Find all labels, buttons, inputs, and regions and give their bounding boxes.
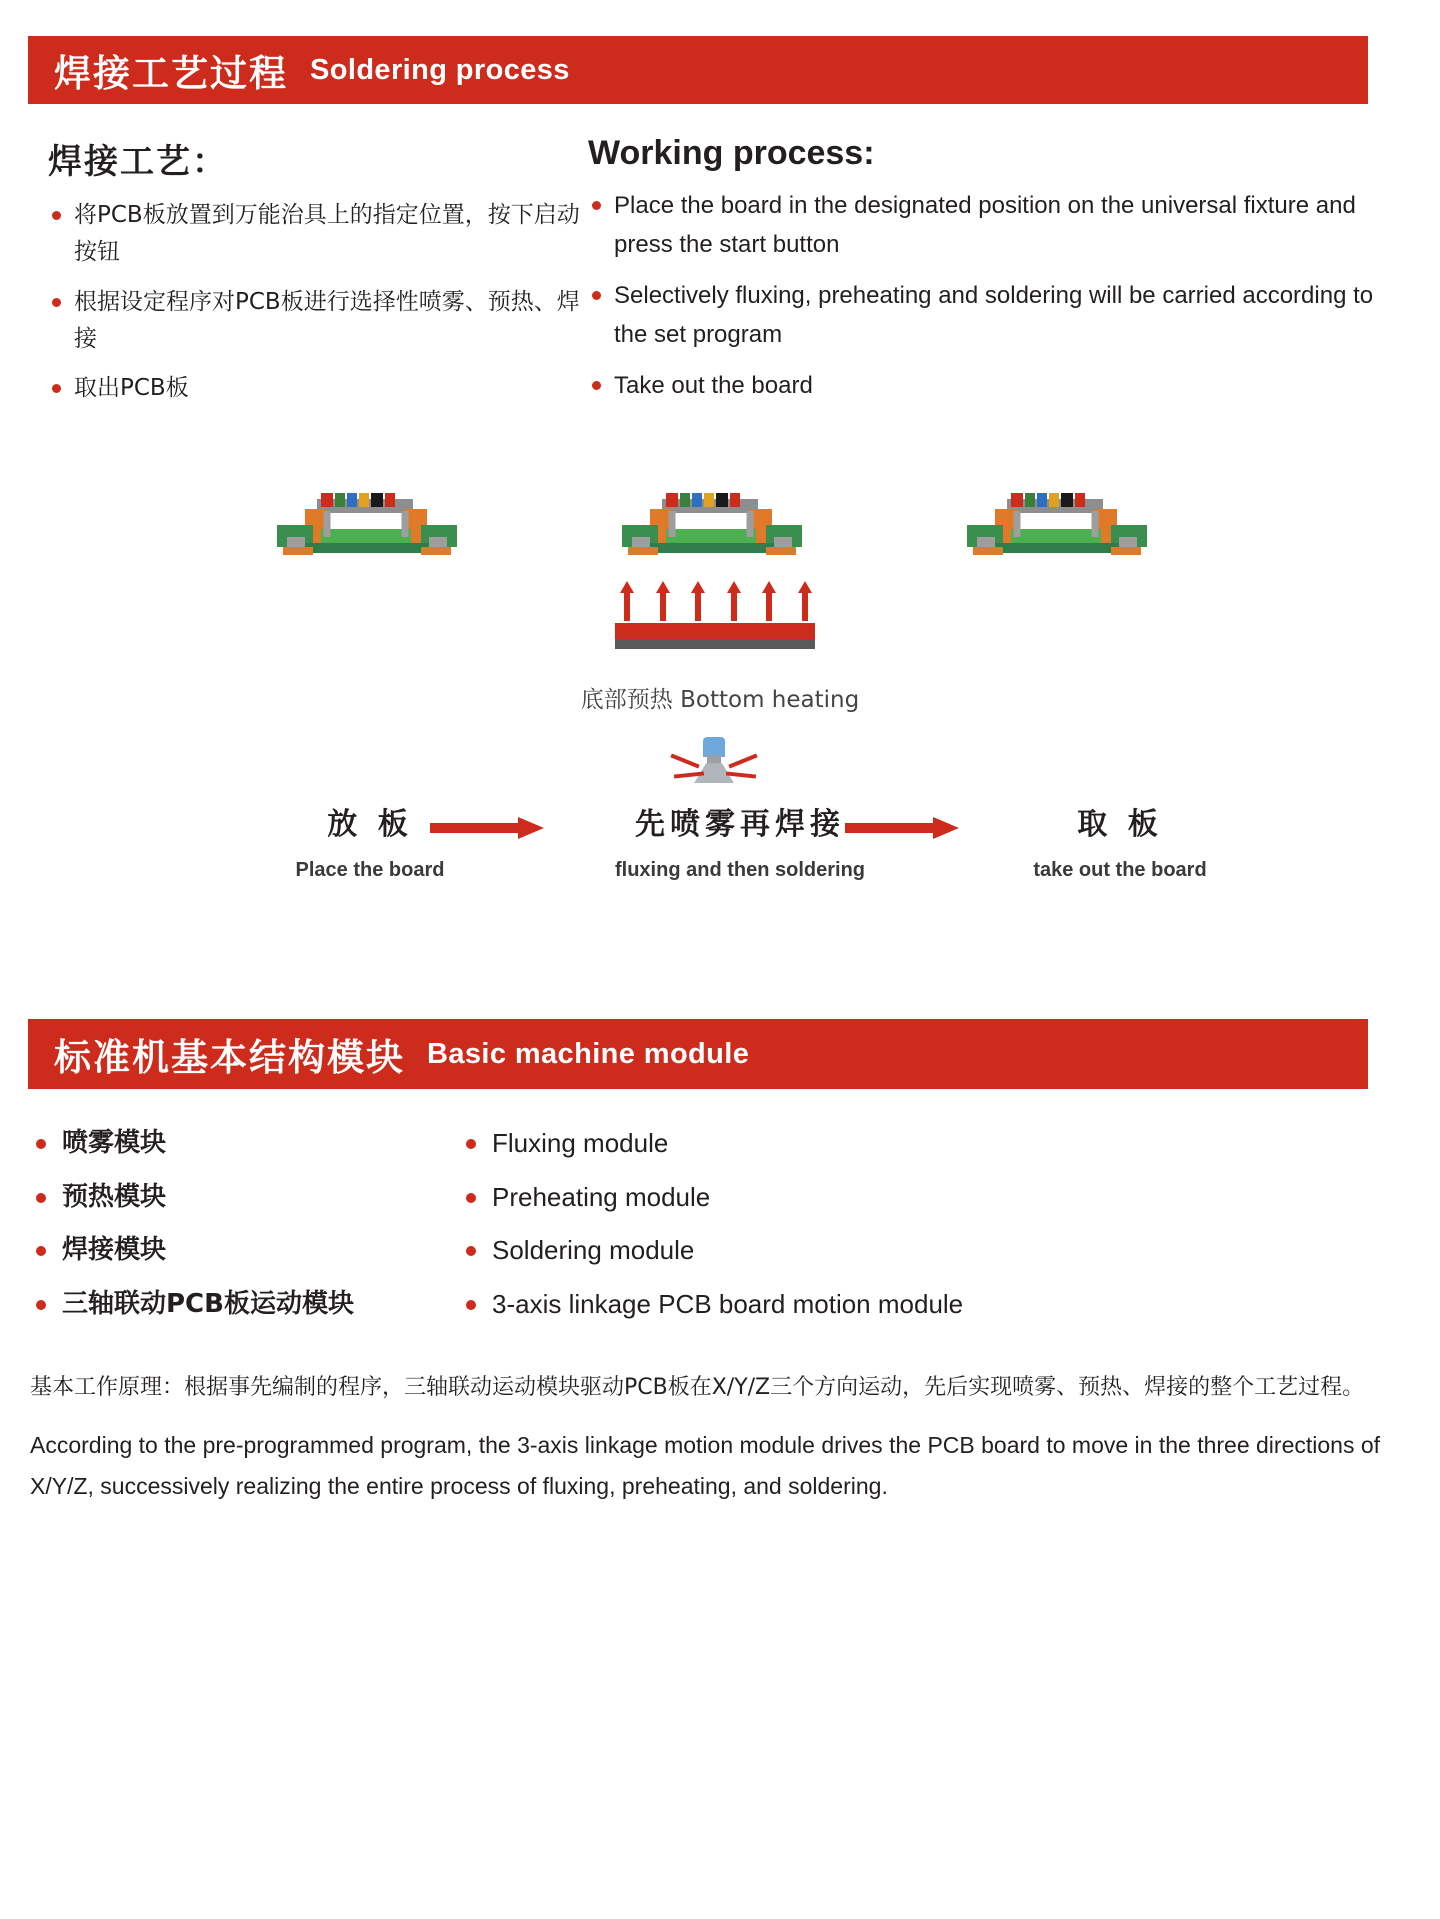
working-principle-paragraph-en: According to the pre-programmed program, the 3-axis linkage motion module drives the PCB board to move in the three directions of X/Y/Z, successively realizing the entire process of fluxing, preheating, and soldering. — [30, 1431, 1381, 1499]
working-principle-paragraph-cn: 基本工作原理：根据事先编制的程序，三轴联动运动模块驱动PCB板在X/Y/Z三个方向运动，先后实现喷雾、预热、焊接的整个工艺过程。 — [30, 1374, 1365, 1400]
list-item: 3-axis linkage PCB board motion module — [460, 1284, 1400, 1326]
process-steps-row — [190, 799, 1250, 909]
spray-nozzle-icon — [670, 733, 760, 789]
process-heading-cn: 焊接工艺： — [48, 142, 228, 182]
process-columns — [0, 134, 1440, 419]
list-item: Preheating module — [460, 1177, 1400, 1219]
step-label-en: Place the board — [295, 859, 445, 882]
section-header-soldering-process — [28, 36, 1368, 104]
soldering-process-diagram — [50, 481, 1390, 941]
arrow-right-icon — [430, 817, 550, 839]
list-item: Place the board in the designated position on the universal fixture and press the start button — [588, 187, 1400, 265]
module-columns — [0, 1123, 1440, 1337]
section-title-en: Basic machine module — [427, 1037, 750, 1070]
list-item: 预热模块 — [30, 1177, 460, 1219]
step-label-cn: 放 板 — [327, 807, 413, 843]
pcb-assembly-icon — [955, 491, 1205, 581]
bottom-heating-caption: 底部预热 Bottom heating — [580, 687, 860, 714]
process-step — [990, 799, 1250, 882]
process-list-cn — [48, 197, 588, 407]
process-list-en — [588, 187, 1400, 405]
list-item: Selectively fluxing, preheating and soldering will be carried according to the set program — [588, 277, 1400, 355]
arrow-right-icon — [845, 817, 965, 839]
arrow-up-icon — [656, 581, 670, 621]
process-heading-en: Working process: — [588, 134, 875, 172]
process-step — [575, 799, 905, 882]
list-item: Fluxing module — [460, 1123, 1400, 1165]
spacer — [0, 941, 1440, 1019]
list-item: 将PCB板放置到万能治具上的指定位置，按下启动按钮 — [48, 197, 588, 272]
step-label-cn: 取 板 — [1077, 807, 1163, 843]
step-label-en: fluxing and then soldering — [615, 859, 865, 882]
list-item: 根据设定程序对PCB板进行选择性喷雾、预热、焊接 — [48, 284, 588, 359]
step-label-en: take out the board — [1033, 859, 1207, 882]
document-page — [0, 36, 1440, 1919]
module-list-cn — [30, 1123, 460, 1325]
step-label-cn: 先喷雾再焊接 — [635, 807, 845, 843]
arrow-up-icon — [727, 581, 741, 621]
list-item: Soldering module — [460, 1230, 1400, 1272]
list-item: 焊接模块 — [30, 1230, 460, 1272]
section-title-en: Soldering process — [310, 53, 570, 86]
heat-arrows-icon — [620, 581, 812, 621]
section-title-cn: 焊接工艺过程 — [54, 52, 288, 95]
section-header-basic-machine-module — [28, 1019, 1368, 1089]
process-column-chinese — [48, 134, 588, 419]
module-list-en-column — [460, 1123, 1400, 1337]
list-item: 喷雾模块 — [30, 1123, 460, 1165]
process-column-english — [588, 134, 1400, 419]
section-title-cn: 标准机基本结构模块 — [54, 1036, 405, 1080]
arrow-up-icon — [691, 581, 705, 621]
pcb-assembly-icon — [265, 491, 515, 581]
arrow-up-icon — [620, 581, 634, 621]
process-step — [240, 799, 500, 882]
module-list-en — [460, 1123, 1400, 1325]
pcb-assembly-icon — [610, 491, 860, 581]
module-list-cn-column — [30, 1123, 460, 1337]
bottom-heater-icon — [615, 623, 815, 651]
list-item: 取出PCB板 — [48, 370, 588, 407]
list-item: Take out the board — [588, 367, 1400, 406]
arrow-up-icon — [798, 581, 812, 621]
arrow-up-icon — [762, 581, 776, 621]
list-item: 三轴联动PCB板运动模块 — [30, 1284, 460, 1326]
